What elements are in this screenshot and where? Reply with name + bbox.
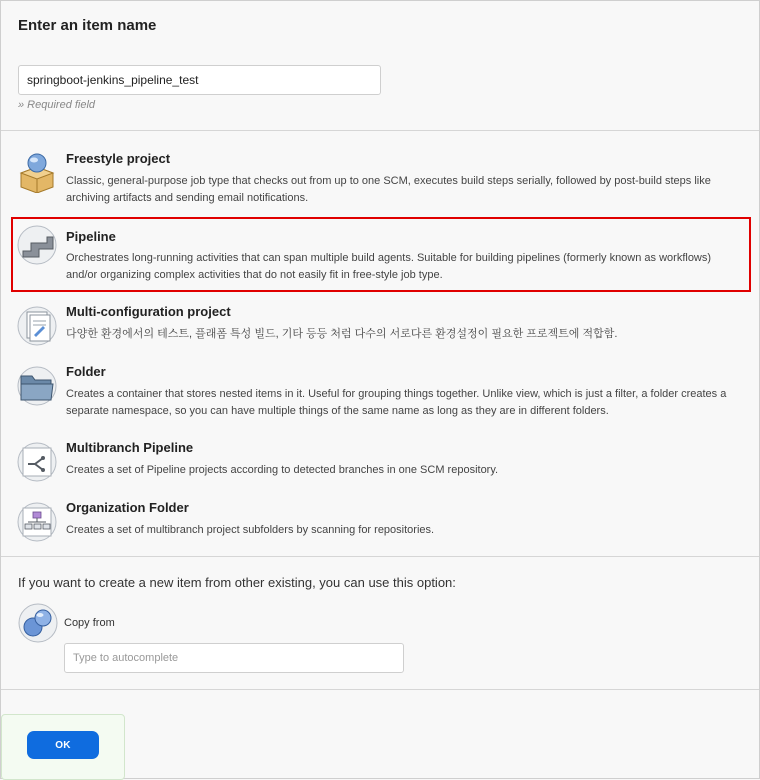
job-type-name: Multi-configuration project: [66, 304, 231, 319]
job-type-description: Classic, general-purpose job type that checks out from up to one SCM, executes build steps serially, followed by post-build steps like archiving artifacts and sending email notifications.: [66, 175, 711, 204]
job-type-description: Orchestrates long-running activities that can span multiple build agents. Suitable for building pipelines (formerly known as workflows) and/or organizing complex activities that do not easily fit in free-style job type.: [66, 252, 712, 281]
freestyle-package-icon: [17, 153, 57, 193]
item-name-input[interactable]: [18, 65, 381, 95]
job-type-name: Pipeline: [66, 229, 116, 244]
job-type-name: Multibranch Pipeline: [66, 440, 194, 455]
required-field-hint: » Required field: [18, 99, 96, 111]
job-type-description: Creates a container that stores nested items in it. Useful for grouping things together. Unlike view, which is just a filter, a folder creates a separate namespace, so you can have multiple things of the same name as long as they are in different folders.: [66, 388, 727, 417]
multi-configuration-icon: [17, 306, 57, 346]
folder-icon: [17, 366, 57, 406]
job-type-freestyle[interactable]: [11, 151, 751, 211]
job-type-folder[interactable]: [11, 364, 751, 424]
page-title: Enter an item name: [18, 17, 157, 34]
copy-from-label: Copy from: [64, 617, 115, 629]
job-type-organization-folder[interactable]: [11, 500, 751, 544]
job-type-description: 다양한 환경에서의 테스트, 플래폼 특성 빌드, 기타 등등 처럼 다수의 서로다른 환경설정이 필요한 프로젝트에 적합함.: [66, 328, 618, 340]
job-type-name: Freestyle project: [66, 151, 171, 166]
section-divider: [1, 689, 759, 690]
copy-from-icon: [18, 603, 58, 643]
multibranch-pipeline-icon: [17, 442, 57, 482]
job-type-description: Creates a set of Pipeline projects according to detected branches in one SCM repository.: [66, 464, 499, 476]
job-type-description: Creates a set of multibranch project subfolders by scanning for repositories.: [66, 524, 435, 536]
job-type-name: Folder: [66, 364, 106, 379]
job-type-pipeline[interactable]: [11, 217, 751, 292]
copy-from-input[interactable]: [64, 643, 404, 673]
pipeline-icon: [17, 225, 57, 265]
section-divider: [1, 556, 759, 557]
organization-folder-icon: [17, 502, 57, 542]
job-type-multi-configuration[interactable]: [11, 304, 751, 348]
job-type-name: Organization Folder: [66, 500, 189, 515]
copy-from-hint: If you want to create a new item from other existing, you can use this option:: [18, 575, 456, 590]
ok-button[interactable]: OK: [27, 731, 99, 759]
job-type-multibranch-pipeline[interactable]: [11, 440, 751, 484]
